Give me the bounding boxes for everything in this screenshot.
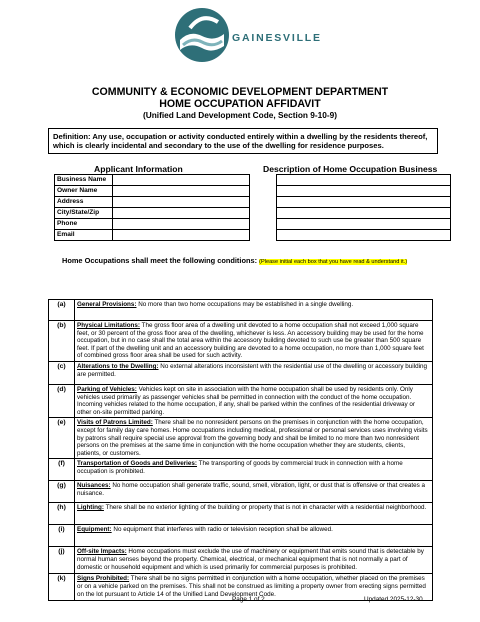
grid-row — [55, 230, 451, 241]
condition-text: Alterations to the Dwelling: No external alterations inconsistent with the residential use of the dwelling or accessory building are permitted. — [75, 361, 433, 384]
field-label-email: Email — [55, 230, 113, 241]
condition-text: Off-site Impacts: Home occupations must exclude the use of machinery or equipment that emits sound that is detectable by normal human senses beyond the property. Chemical, electrical, or mechanical equipment that is not normally a part of domestic or household equipment and which is used primarily for commercial purposes is prohibited. — [75, 547, 433, 574]
condition-text: Parking of Vehicles: Vehicles kept on site in association with the home occupation shall be used by residents only. Only vehicles used primarily as passenger vehicles shall be permitted in connection with the conduct of the home occupation. Incoming vehicles related to the home occupation, if any, shall be parked within the confines of the residential driveway or other on-site permitted parking. — [75, 384, 433, 417]
condition-text: Visits of Patrons Limited: There shall be no nonresident persons on the premises in conjunction with the home occupation, except for family day care homes. Home occupations including medical, professional or personal services uses involving visits by patrons shall require special use approval from the governing body and shall be limited to no more than two nonresident persons on the premises at the same time in conjunction with the home occupation whether they are students, clients, patients, or customers. — [75, 418, 433, 459]
condition-text: General Provisions: No more than two home occupations may be established in a single dwelling. — [75, 300, 433, 321]
condition-initial-box[interactable]: (f) — [49, 459, 75, 481]
condition-initial-box[interactable]: (i) — [49, 525, 75, 547]
conditions-table — [48, 299, 433, 601]
condition-text: Physical Limitations: The gross floor area of a dwelling unit devoted to a home occupation shall not exceed 1,000 square feet, or 30 percent of the gross floor area of the dwelling, whichever is less. An accessory building may be used for the home occupation, but in no case shall the total area within the accessory building devoted to such use be greater than 500 square feet. If part of the dwelling unit and an accessory building are devoted to a home occupation, no more than 1,000 square feet of combined gross floor area shall be used for such activity. — [75, 321, 433, 362]
grid-row — [55, 175, 451, 186]
description-line-2[interactable] — [277, 186, 451, 197]
applicant-heading: Applicant Information — [94, 164, 183, 174]
conditions-heading — [62, 256, 407, 265]
condition-text: Equipment: No equipment that interferes with radio or television reception shall be allowed. — [75, 525, 433, 547]
condition-initial-box[interactable]: (d) — [49, 384, 75, 417]
description-line-1[interactable] — [277, 175, 451, 186]
condition-initial-box[interactable]: (k) — [49, 574, 75, 601]
initial-instruction: (Please initial each box that you have read & understand it.) — [259, 259, 408, 265]
condition-row — [49, 525, 433, 547]
condition-initial-box[interactable]: (a) — [49, 300, 75, 321]
condition-initial-box[interactable]: (j) — [49, 547, 75, 574]
address-field[interactable] — [113, 197, 250, 208]
condition-row — [49, 547, 433, 574]
condition-row — [49, 384, 433, 417]
business-name-field[interactable] — [113, 175, 250, 186]
document-header — [0, 86, 480, 121]
grid-row — [55, 186, 451, 197]
grid-row — [55, 208, 451, 219]
condition-row — [49, 321, 433, 362]
field-label-address: Address — [55, 197, 113, 208]
condition-row — [49, 503, 433, 525]
condition-text: Signs Prohibited: There shall be no signs permitted in conjunction with a home occupation, whether placed on the premises or on a vehicle parked on the premises. This shall not be construed as limiting a property owner from erecting signs permitted on the lot pursuant to Article 14 of the Unified Land Development Code. — [75, 574, 433, 601]
grid-row — [55, 219, 451, 230]
condition-row — [49, 481, 433, 503]
field-label-owner-name: Owner Name — [55, 186, 113, 197]
condition-row — [49, 459, 433, 481]
owner-name-field[interactable] — [113, 186, 250, 197]
field-label-business-name: Business Name — [55, 175, 113, 186]
condition-initial-box[interactable]: (h) — [49, 503, 75, 525]
conditions-heading-text: Home Occupations shall meet the following conditions: — [62, 256, 258, 265]
applicant-grid — [54, 174, 451, 241]
condition-row — [49, 418, 433, 459]
condition-text: Transportation of Goods and Deliveries: The transporting of goods by commercial truck in connection with a home occupation is prohibited. — [75, 459, 433, 481]
city-state-zip-field[interactable] — [113, 208, 250, 219]
form-title: HOME OCCUPATION AFFIDAVIT — [159, 98, 321, 110]
description-line-4[interactable] — [277, 208, 451, 219]
definition-box: Definition: Any use, occupation or activity conducted entirely within a dwelling by the residents thereof, which is clearly incidental and secondary to the use of the dwelling for residence purposes. — [48, 128, 438, 154]
department-title: COMMUNITY & ECONOMIC DEVELOPMENT DEPARTMENT — [91, 86, 389, 98]
condition-text: Nuisances: No home occupation shall generate traffic, sound, smell, vibration, light, or dust that is offensive or that creates a nuisance. — [75, 481, 433, 503]
field-label-city-state-zip: City/State/Zip — [55, 208, 113, 219]
condition-initial-box[interactable]: (g) — [49, 481, 75, 503]
page-number: Page 1 of 2 — [232, 596, 265, 603]
email-field[interactable] — [113, 230, 250, 241]
grid-row — [55, 197, 451, 208]
condition-row — [49, 300, 433, 321]
updated-date: Updated 2025-12-30 — [364, 596, 423, 603]
condition-initial-box[interactable]: (b) — [49, 321, 75, 362]
code-subtitle: (Unified Land Development Code, Section 9-10-9) — [142, 110, 338, 120]
description-line-3[interactable] — [277, 197, 451, 208]
condition-initial-box[interactable]: (e) — [49, 418, 75, 459]
condition-row — [49, 361, 433, 384]
description-line-6[interactable] — [277, 230, 451, 241]
condition-text: Lighting: There shall be no exterior lighting of the building or property that is not in character with a residential neighborhood. — [75, 503, 433, 525]
condition-initial-box[interactable]: (c) — [49, 361, 75, 384]
logo-wordmark: GAINESVILLE — [232, 32, 322, 44]
description-heading: Description of Home Occupation Business — [263, 164, 438, 174]
description-line-5[interactable] — [277, 219, 451, 230]
phone-field[interactable] — [113, 219, 250, 230]
field-label-phone: Phone — [55, 219, 113, 230]
